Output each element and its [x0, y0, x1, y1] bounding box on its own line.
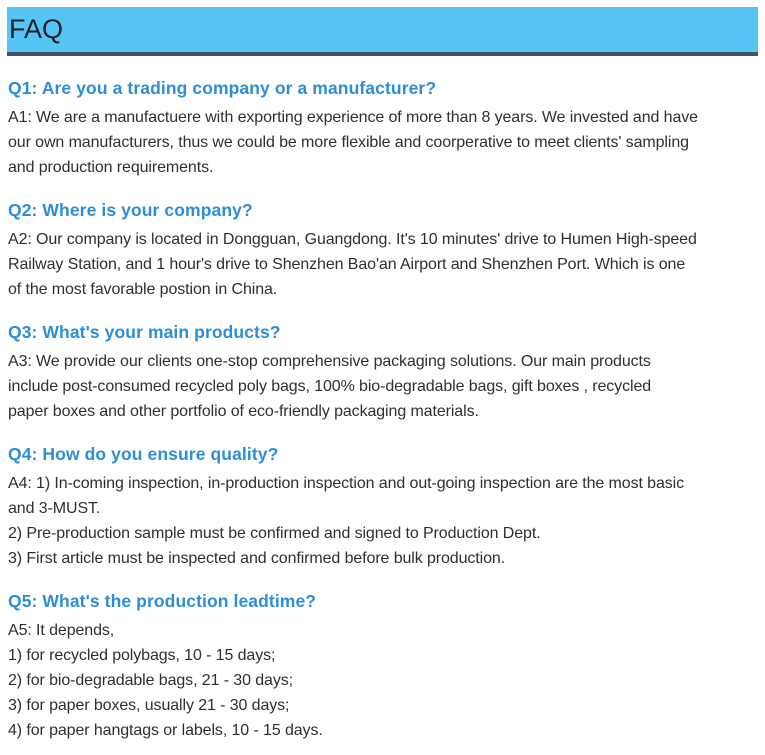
- faq-item: [8, 444, 755, 571]
- faq-question: Q2: Where is your company?: [8, 200, 253, 220]
- faq-answer-line: include post-consumed recycled poly bags, 100% bio-degradable bags, gift boxes , recycled: [8, 378, 652, 395]
- faq-answer-line: A5: It depends,: [8, 622, 115, 639]
- faq-question: Q4: How do you ensure quality?: [8, 444, 279, 464]
- faq-header-bar: [7, 7, 758, 56]
- faq-answer-line: and production requirements.: [8, 159, 214, 176]
- faq-answer-line: 1) for recycled polybags, 10 - 15 days;: [8, 647, 276, 664]
- faq-answer-line: and 3-MUST.: [8, 500, 101, 517]
- faq-answer: [8, 618, 755, 743]
- faq-list: [0, 56, 765, 743]
- faq-question: Q3: What's your main products?: [8, 322, 281, 342]
- faq-answer-line: A2: Our company is located in Dongguan, Guangdong. It's 10 minutes' drive to Humen High-speed: [8, 231, 697, 248]
- faq-item: [8, 591, 755, 743]
- faq-item: [8, 200, 755, 302]
- faq-answer-line: our own manufacturers, thus we could be more flexible and coorperative to meet clients' sampling: [8, 134, 689, 151]
- faq-question: Q5: What's the production leadtime?: [8, 591, 317, 611]
- faq-answer-line: of the most favorable postion in China.: [8, 281, 278, 298]
- faq-item: [8, 78, 755, 180]
- page-title: FAQ: [9, 14, 64, 44]
- faq-answer-line: paper boxes and other portfolio of eco-friendly packaging materials.: [8, 403, 479, 420]
- faq-answer: [8, 349, 755, 424]
- faq-answer-line: 3) First article must be inspected and confirmed before bulk production.: [8, 550, 506, 567]
- faq-answer-line: A1: We are a manufactuere with exporting experience of more than 8 years. We invested and have: [8, 109, 698, 126]
- faq-item: [8, 322, 755, 424]
- faq-answer-line: 4) for paper hangtags or labels, 10 - 15 days.: [8, 722, 323, 739]
- faq-answer-line: A4: 1) In-coming inspection, in-production inspection and out-going inspection are the most basic: [8, 475, 685, 492]
- faq-answer-line: 2) for bio-degradable bags, 21 - 30 days;: [8, 672, 293, 689]
- faq-answer: [8, 105, 755, 180]
- faq-answer-line: 3) for paper boxes, usually 21 - 30 days;: [8, 697, 290, 714]
- faq-answer: [8, 227, 755, 302]
- faq-question: Q1: Are you a trading company or a manufacturer?: [8, 78, 437, 98]
- faq-answer-line: 2) Pre-production sample must be confirmed and signed to Production Dept.: [8, 525, 541, 542]
- faq-answer: [8, 471, 755, 571]
- faq-answer-line: A3: We provide our clients one-stop comprehensive packaging solutions. Our main products: [8, 353, 651, 370]
- faq-answer-line: Railway Station, and 1 hour's drive to Shenzhen Bao'an Airport and Shenzhen Port. Which is one: [8, 256, 686, 273]
